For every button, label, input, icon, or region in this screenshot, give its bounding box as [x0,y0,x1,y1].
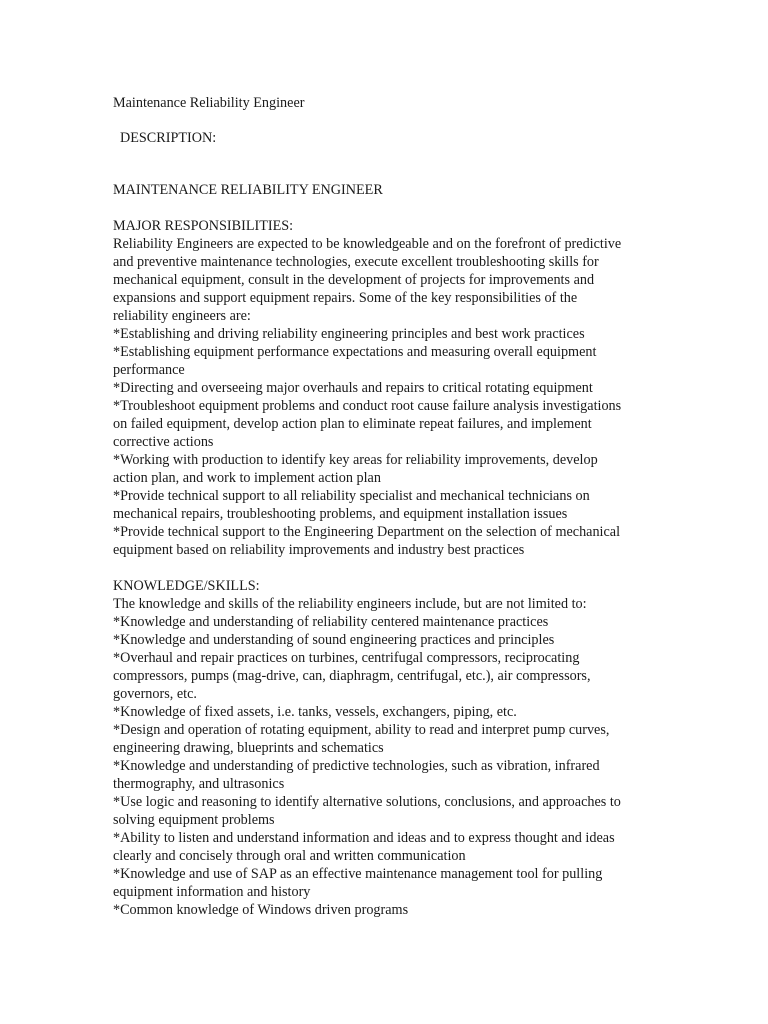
spacer [113,199,658,217]
text-line: *Design and operation of rotating equipment, ability to read and interpret pump curves, [113,722,610,738]
text-line: governors, etc. [113,686,197,702]
text-line: equipment based on reliability improvements and industry best practices [113,542,525,558]
text-line: on failed equipment, develop action plan to eliminate repeat failures, and implement [113,416,592,432]
text-line: *Knowledge and understanding of predictive technologies, such as vibration, infrared [113,758,600,774]
text-line: *Use logic and reasoning to identify alternative solutions, conclusions, and approaches to [113,794,621,810]
spacer [113,559,658,577]
text-line: *Overhaul and repair practices on turbines, centrifugal compressors, reciprocating [113,650,580,666]
text-line: Reliability Engineers are expected to be knowledgeable and on the forefront of predictive [113,236,622,252]
description-label: DESCRIPTION: [120,130,217,146]
text-line: thermography, and ultrasonics [113,776,285,792]
text-line: *Troubleshoot equipment problems and conduct root cause failure analysis investigations [113,398,622,414]
text-line: *Knowledge and understanding of reliability centered maintenance practices [113,614,549,630]
text-line: *Knowledge of fixed assets, i.e. tanks, vessels, exchangers, piping, etc. [113,704,517,720]
text-line: *Establishing equipment performance expectations and measuring overall equipment [113,344,597,360]
job-heading: MAINTENANCE RELIABILITY ENGINEER [113,182,383,198]
document-body [113,181,658,919]
text-line: engineering drawing, blueprints and schematics [113,740,384,756]
text-line: action plan, and work to implement action plan [113,470,381,486]
text-line: compressors, pumps (mag-drive, can, diaphragm, centrifugal, etc.), air compressors, [113,668,591,684]
text-line: solving equipment problems [113,812,275,828]
knowledge-list [113,595,658,919]
text-line: clearly and concisely through oral and written communication [113,848,466,864]
text-line: mechanical equipment, consult in the development of projects for improvements and [113,272,595,288]
text-line: performance [113,362,185,378]
text-line: reliability engineers are: [113,308,251,324]
text-line: *Provide technical support to all reliability specialist and mechanical technicians on [113,488,590,504]
text-line: *Provide technical support to the Engineering Department on the selection of mechanical [113,524,621,540]
text-line: corrective actions [113,434,214,450]
text-line: *Establishing and driving reliability engineering principles and best work practices [113,326,585,342]
text-line: *Directing and overseeing major overhauls and repairs to critical rotating equipment [113,380,593,396]
text-line: expansions and support equipment repairs. Some of the key responsibilities of the [113,290,578,306]
text-line: mechanical repairs, troubleshooting problems, and equipment installation issues [113,506,568,522]
text-line: *Ability to listen and understand information and ideas and to express thought and ideas [113,830,615,846]
document-title: Maintenance Reliability Engineer [113,95,305,111]
responsibilities-heading: MAJOR RESPONSIBILITIES: [113,218,294,234]
text-line: equipment information and history [113,884,311,900]
text-line: *Common knowledge of Windows driven programs [113,902,409,918]
responsibilities-list [113,235,658,559]
text-line: and preventive maintenance technologies, execute excellent troubleshooting skills for [113,254,599,270]
text-line: The knowledge and skills of the reliability engineers include, but are not limited to: [113,596,587,612]
knowledge-heading: KNOWLEDGE/SKILLS: [113,578,260,594]
text-line: *Knowledge and understanding of sound engineering practices and principles [113,632,555,648]
text-line: *Working with production to identify key areas for reliability improvements, develop [113,452,598,468]
text-line: *Knowledge and use of SAP as an effective maintenance management tool for pulling [113,866,603,882]
